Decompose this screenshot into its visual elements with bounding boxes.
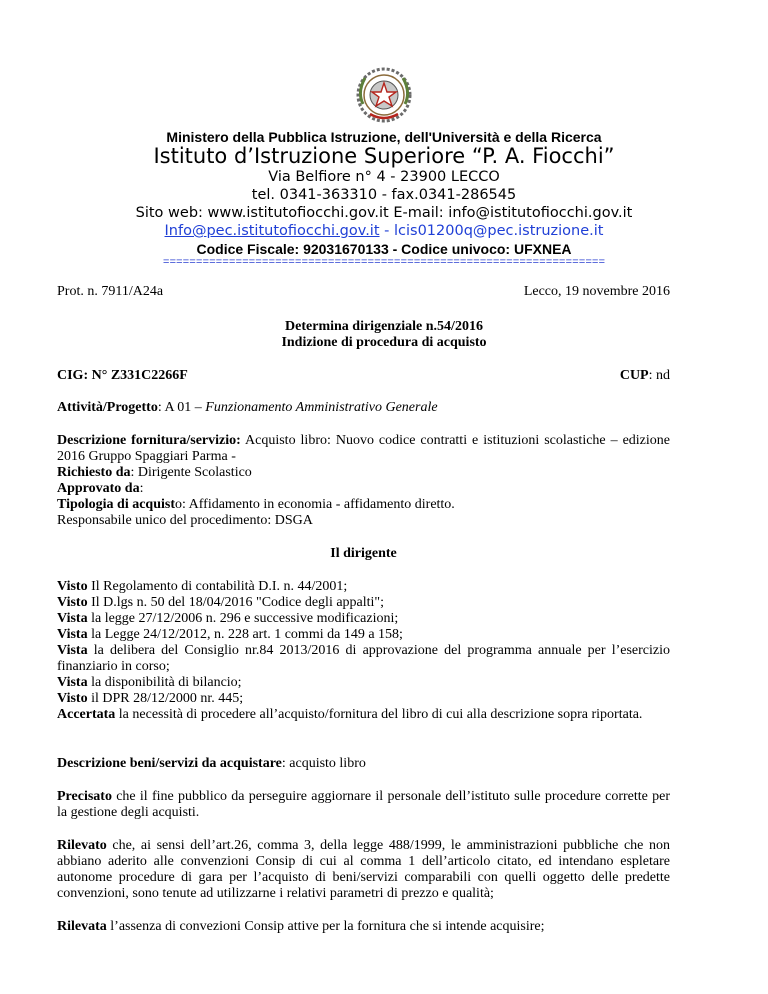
visto-text: la legge 27/12/2006 n. 296 e successive modificazioni;: [87, 611, 399, 626]
tipologia-label: Tipologia di acquist: [57, 497, 176, 512]
visto-item: [57, 579, 670, 595]
cig-line: [57, 368, 188, 384]
visto-text: la delibera del Consiglio nr.84 2013/2016 di approvazione del programma annuale per l’esercizio finanziario in corso;: [57, 643, 670, 674]
determina-subject: Indizione di procedura di acquisto: [281, 335, 487, 350]
visto-item: [57, 611, 670, 627]
protocol-number: Prot. n. 7911/A24a: [57, 284, 164, 299]
visto-label: Vista: [57, 627, 88, 642]
descrizione-label: Descrizione fornitura/servizio:: [57, 433, 241, 448]
visto-label: Visto: [57, 579, 88, 594]
visto-list: [57, 579, 670, 723]
richiesto-value: : Dirigente Scolastico: [130, 465, 252, 480]
approvato-value: :: [139, 481, 144, 496]
dirigente-heading: Il dirigente: [330, 546, 397, 561]
visto-label: Vista: [57, 675, 88, 690]
precisato-paragraph: [57, 789, 670, 821]
visto-item: [57, 643, 670, 675]
visto-item: [57, 691, 670, 707]
pec-separator: -: [379, 223, 394, 239]
determina-title: [0, 319, 768, 351]
tipologia-value: o: Affidamento in economia - affidamento diretto.: [175, 497, 455, 512]
visto-item: [57, 595, 670, 611]
fiscal-codes: Codice Fiscale: 92031670133 - Codice univoco: UFXNEA: [196, 241, 572, 257]
institute-address: Via Belfiore n° 4 - 23900 LECCO: [268, 169, 500, 185]
rilevato-label: Rilevato: [57, 838, 107, 853]
visto-text: il DPR 28/12/2000 nr. 445;: [87, 691, 244, 706]
approvato-line: [57, 481, 670, 497]
beni-label: Descrizione beni/servizi da acquistare: [57, 756, 282, 771]
richiesto-line: [57, 465, 670, 481]
attivita-line: [57, 400, 438, 416]
attivita-prefix: : A 01 –: [157, 400, 206, 415]
visto-item: [57, 707, 670, 723]
attivita-value: Funzionamento Amministrativo Generale: [205, 400, 438, 415]
cig-label: CIG: [57, 368, 84, 383]
descrizione-line: [57, 433, 670, 465]
pec-line: [0, 223, 768, 239]
institute-name: Istituto d’Istruzione Superiore “P. A. Fiocchi”: [153, 144, 615, 168]
republic-emblem-icon: [353, 64, 415, 126]
details-block: [57, 433, 670, 529]
richiesto-label: Richiesto da: [57, 465, 131, 480]
visto-label: Visto: [57, 691, 88, 706]
pec-link-2: lcis01200q@pec.istruzione.it: [393, 223, 604, 239]
visto-text: Il Regolamento di contabilità D.I. n. 44/2001;: [87, 579, 348, 594]
descrizione-value: Acquisto libro: Nuovo codice contratti e istituzioni scolastiche – edizione 2016 Gruppo Spaggiari Parma -: [57, 433, 670, 464]
rilevata-paragraph: [57, 919, 670, 935]
visto-text: la disponibilità di bilancio;: [87, 675, 242, 690]
header-divider: ===================================================================: [162, 257, 606, 269]
beni-paragraph: [57, 756, 670, 772]
responsabile-line: Responsabile unico del procedimento: DSGA: [57, 513, 313, 528]
visto-label: Visto: [57, 595, 88, 610]
visto-item: [57, 627, 670, 643]
visto-label: Vista: [57, 643, 88, 658]
visto-text: Il D.lgs n. 50 del 18/04/2016 "Codice degli appalti";: [87, 595, 385, 610]
cup-line: [620, 368, 670, 384]
visto-item: [57, 675, 670, 691]
visto-label: Accertata: [57, 707, 116, 722]
rilevato-text: che, ai sensi dell’art.26, comma 3, della legge 488/1999, le amministrazioni pubbliche che non abbiano aderito alle convenzioni Consip di cui al comma 1 dell’articolo citato, ed intendano espletare autonome procedure di gara per l’acquisto di beni/servizi comparabili con quelli oggetto delle predette convenzioni, sono tenute ad utilizzarne i relativi parametri di prezzo e qualità;: [57, 838, 670, 901]
visto-text: la necessità di procedere all’acquisto/fornitura del libro di cui alla descrizione sopra riportata.: [115, 707, 643, 722]
institute-phone: tel. 0341-363310 - fax.0341-286545: [251, 187, 517, 203]
tipologia-line: [57, 497, 670, 513]
attivita-label: Attività/Progetto: [57, 400, 158, 415]
cup-label: CUP: [619, 368, 649, 383]
cup-value: : nd: [648, 368, 670, 383]
rilevata-label: Rilevata: [57, 919, 107, 934]
visto-text: la Legge 24/12/2012, n. 228 art. 1 commi da 149 a 158;: [87, 627, 403, 642]
approvato-label: Approvato da: [57, 481, 140, 496]
cig-value: : N° Z331C2266F: [83, 368, 188, 383]
determina-number: Determina dirigenziale n.54/2016: [285, 319, 483, 334]
precisato-text: che il fine pubblico da perseguire aggiornare il personale dell’istituto sulle procedure corrette per la gestione degli acquisti.: [57, 789, 670, 820]
precisato-label: Precisato: [57, 789, 112, 804]
ministry-name: Ministero della Pubblica Istruzione, dell'Università e della Ricerca: [166, 129, 602, 145]
document-date: Lecco, 19 novembre 2016: [523, 284, 670, 299]
beni-text: : acquisto libro: [281, 756, 366, 771]
rilevato-paragraph: [57, 838, 670, 902]
rilevata-text: l’assenza di convezioni Consip attive per la fornitura che si intende acquisire;: [106, 919, 545, 934]
visto-label: Vista: [57, 611, 88, 626]
pec-link-1[interactable]: Info@pec.istitutofiocchi.gov.it: [164, 223, 380, 239]
institute-web: Sito web: www.istitutofiocchi.gov.it E-mail: info@istitutofiocchi.gov.it: [135, 205, 633, 221]
